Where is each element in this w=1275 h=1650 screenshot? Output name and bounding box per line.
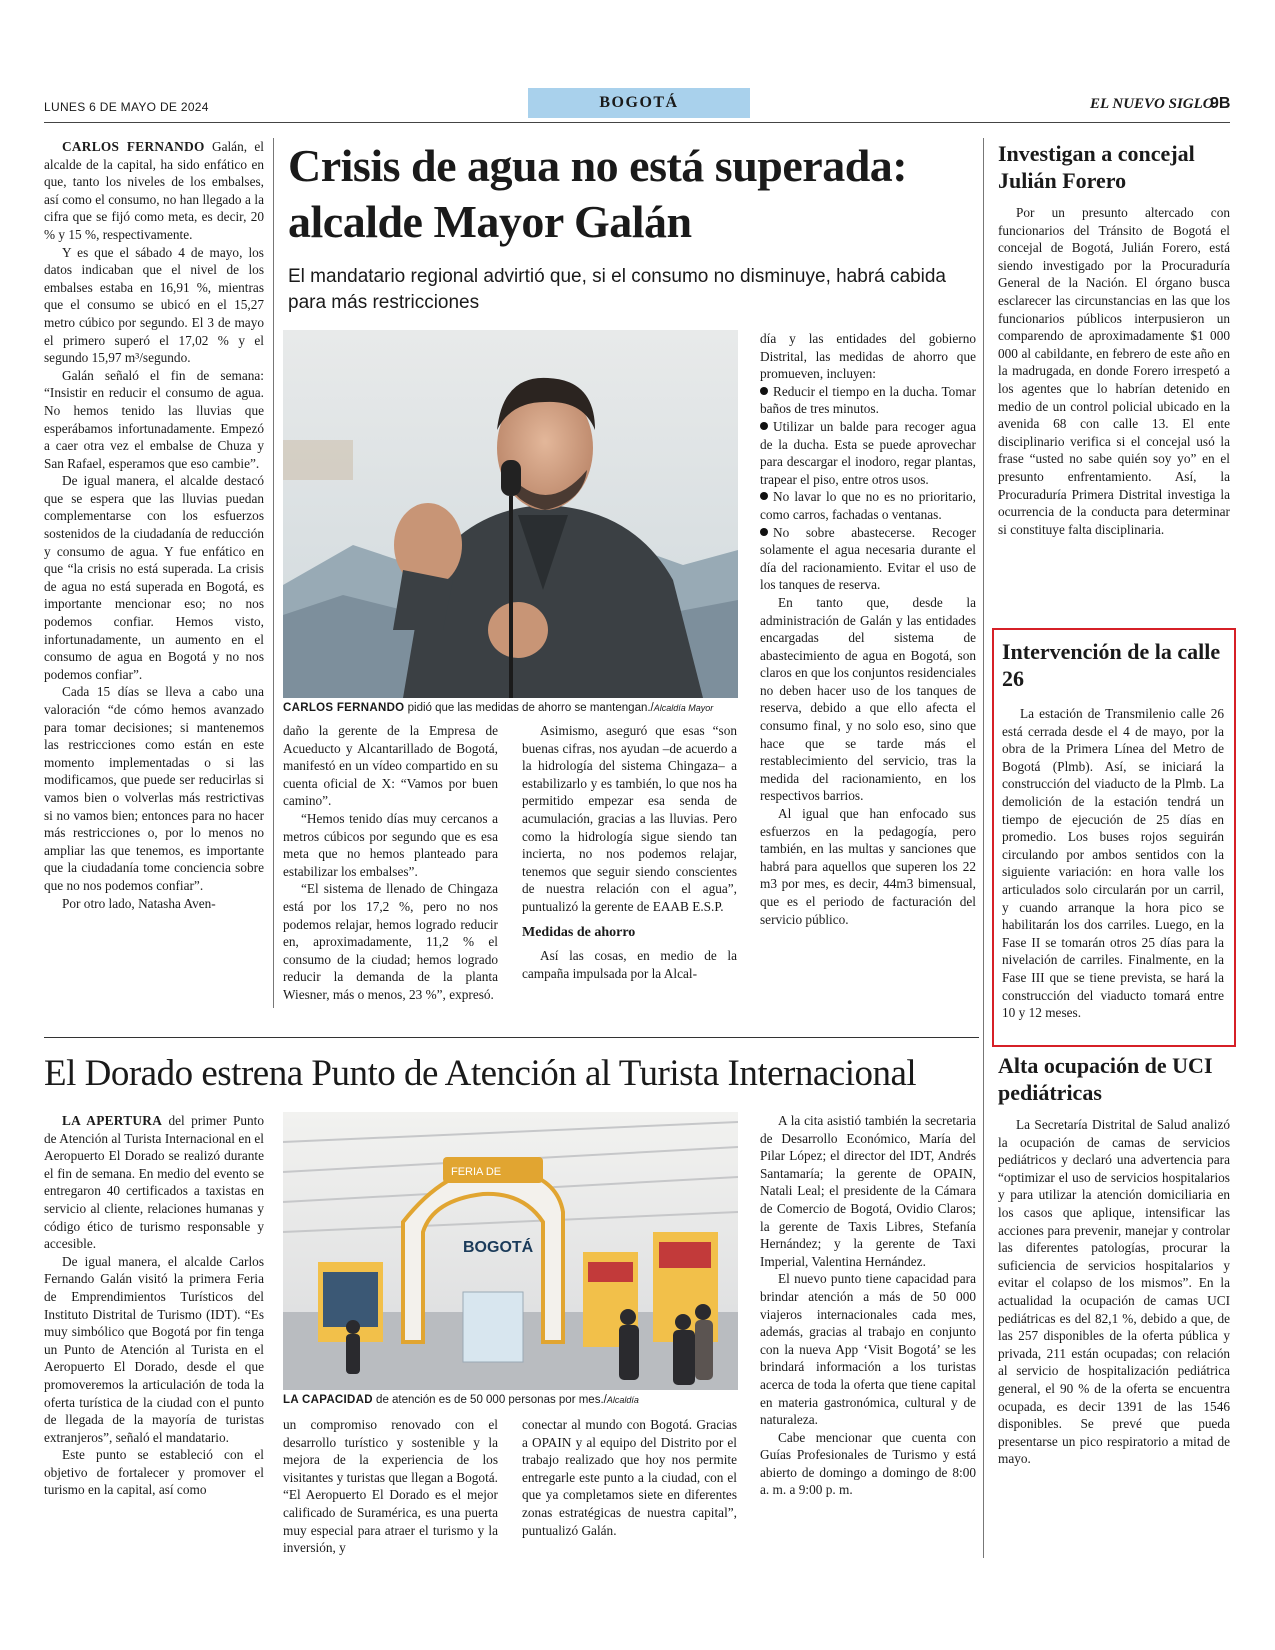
brief-3-title: Alta ocupación de UCI pediátricas [998,1053,1213,1105]
sidebar-divider [983,138,984,1558]
second-headline: El Dorado estrena Punto de Atención al Turista Internacional [44,1053,917,1094]
paragraph: Galán señaló el fin de semana: “Insistir en reducir el consumo de agua. No hemos tenido las lluvias que esperábamos infortunadamente. Empezó a caer otra vez el embalse de Chuza y San Rafael, esperamos que eso cambie”. [44,367,264,471]
paragraph: Por un presunto altercado con funcionarios del Tránsito de Bogotá el concejal de Bogotá, Julián Forero, está siendo investigado por la Procuraduría General de la Nación. El órgano busca esclarecer las circunstancias en las que los funcionarios públicos interpusieron un comparendo de aproximadamente $1 000 000 al cabildante, en febrero de este año en la madrugada, en donde Forero irrespetó a los agentes que lo habrían detenido en medio de un control policial ubicado en la avenida 68 con calle 13. El ente disciplinario verifica si el concejal usó la frase “usted no sabe quién soy yo” en el presunto enfrentamiento. Así, la Procuraduría Primera Distrital investiga la ocurrencia de la conducta para determinar si constituye falta disciplinaria. [998,205,1230,537]
paragraph: A la cita asistió también la secretaria de Desarrollo Económico, María del Pilar López; el director del IDT, Andrés Santamaría; la gerente de OPAIN, Natali Leal; el presidente de la Cámara de Comercio de Bogotá, Ovidio Claros; la gerente de Taxis Libres, Stefanía Hernández; y la gerente de Taxi Imperial, Valentina Hernández. [760,1113,976,1269]
savings-measures-list [760,383,976,594]
main-subheadline: El mandatario regional advirtió que, si el consumo no disminuye, habrá cabida para más restricciones [288,266,946,313]
newspaper-name: EL NUEVO SIGLO [1090,96,1214,112]
paragraph: De igual manera, el alcalde destacó que se espera que las lluvias puedan complementarse con los esfuerzos sostenidos de la ciudadanía de reducción y consumo de agua. Y fue enfático en que “la crisis no está superada. La crisis de agua no está superada en Bogotá, es importante mencionar eso; no nos podemos confiar. Hemos visto, infortunadamente, un aumento en el consumo de agua en Bogotá y no nos podemos confiar”. [44,473,264,682]
photo-sign-text: FERIA DE [451,1166,502,1178]
paragraph: Cabe mencionar que cuenta con Guías Profesionales de Turismo y está abierto de domingo a domingo de 8:00 a. m. a 9:00 p. m. [760,1429,976,1498]
list-item: No sobre abastecerse. Recoger solamente el agua necesaria durante el día del racionamiento. Evitar el uso de los tanques de reserva. [760,524,976,593]
paragraph: Al igual que han enfocado sus esfuerzos en la pedagogía, pero también, en las multas y sanciones que habrá para aquellos que superen los 22 m3 por mes, es decir, 44m3 bimensual, que es el periodo de facturación del servicio público. [760,806,976,927]
paragraph: La estación de Transmilenio calle 26 está cerrada desde el 4 de mayo, por la obra de la Primera Línea del Metro de Bogotá (Plmb). Así, se iniciará la construcción del viaducto de la Plmb. La demolición de la estación tendrá un tiempo de ejecución de 25 días en promedio. Los buses rojos seguirán circulando por ambos sentidos con la siguiente variación: en hora valle los articulados solo circularán por un carril, y cuando arranque la hora pico se habilitarán los dos carriles. Luego, en la Fase II se tomarán otros 25 días para la nivelación de carriles. Finalmente, en la Fase III que se tiene prevista, se hará la construcción del viaducto tomará entre 10 y 12 meses. [1002,706,1224,1021]
section-tag: BOGOTÁ [528,88,750,118]
paragraph: La Secretaría Distrital de Salud analizó la ocupación de camas de servicios pediátricos y declaró una advertencia para “optimizar el uso de servicios hospitalarios y para utilizar la atención domiciliaria en los casos que aplique, intensificar las acciones para prevenir, manejar y controlar las diferentes patologías, procurar la suficiencia de servicios hospitalarios y evitar el colapso de los mismos”. En la actualidad la ocupación de camas UCI pediátricas es del 82,1 %, debido a que, de las 257 disponibles de la oferta pública y privada, 211 están ocupadas; con relación al servicio de hospitalización pediátrica general, el 90 % de la oferta se encuentra ocupada, es decir 1391 de las 1546 disponibles. Se prevé que pueda presentarse un pico respiratorio a mitad de mayo. [998,1117,1230,1467]
paragraph: un compromiso renovado con el desarrollo turístico y sostenible y la mejora de la experiencia de los visitantes y turistas que llegan a Bogotá. “El Aeropuerto El Dorado es el mejor calificado de Suramérica, es una puerta muy especial para atraer el turismo y la inversión, y [283,1417,498,1556]
second-article-column-2 [283,1416,498,1557]
paragraph: Cada 15 días se lleva a cabo una valoración “de cómo hemos avanzado para tomar decisiones; si mantenemos las restricciones como están en este momento implementadas o si las modificamos, que puede ser reducirlas si vamos bien o volverlas más restrictivas si no vamos bien; entonces para no hacer más restricciones o, por lo menos no ampliar las que tenemos, es importante que la ciudadanía tome conciencia sobre que no nos podemos confiar”. [44,684,264,893]
photo-sign-text: BOGOTÁ [463,1239,534,1256]
paragraph: El nuevo punto tiene capacidad para brindar atención a más de 50 000 viajeros internacionales cada mes, además, gracias al trabajo en conjunto con la nueva App ‘Visit Bogotá’ se les brindará información a los turistas acerca de toda la oferta que tiene capital en materia gastronómica, cultural y de naturaleza. [760,1271,976,1428]
second-article-column-4 [760,1112,976,1499]
section-subhead: Medidas de ahorro [522,924,636,940]
photo-credit: Alcaldía Mayor [653,703,714,713]
paragraph: “Hemos tenido días muy cercanos a metros cúbicos por segundo que es esa meta que no hemos planteado para estabilizar los embalses”. [283,810,498,879]
paragraph: Asimismo, aseguró que esas “son buenas cifras, nos ayudan –de acuerdo a la hidrología del sistema Chingaza– a estabilizarlo y es también, lo que nos ha permitido empezar esa senda de acumulación, gracias a las lluvias. Pero como la hidrología sigue siendo tan incierta, no nos podemos relajar, tenemos que seguir siendo conscientes de nuestra relación con el agua”, puntualizó la gerente de EAAB E.S.P. [522,723,737,914]
paragraph: conectar al mundo con Bogotá. Gracias a OPAIN y al equipo del Distrito por el trabajo realizado que hoy nos permite entregarle este punto a la ciudad, con el que ya completamos siete en diferentes zonas estratégicas de nuestra capital”, puntualizó Galán. [522,1417,737,1538]
header-rule [44,122,1230,123]
paragraph: Galán, el alcalde de la capital, ha sido enfático en que, tanto los niveles de los embalses, así como el consumo, no han llegado a la cifra que se fijó como meta, es decir, 20 % y 15 %, respectivamente. [44,139,264,242]
second-article-column-3 [522,1416,737,1539]
paragraph: Este punto se estableció con el objetivo de fortalecer y promover el turismo en la capital, así como [44,1447,264,1498]
paragraph: En tanto que, desde la administración de Galán y las entidades encargadas del sistema de abastecimiento de agua en Bogotá, son claros en que los conjuntos residenciales no deben hacer uso de los tanques de reserva, debido a que ello afecta el consumo final, y no solo eso, sino que hace que se tarde más el restablecimiento del servicio, tras la medida del racionamiento, en los respectivos barrios. [760,594,977,804]
paragraph: del primer Punto de Atención al Turista Internacional en el Aeropuerto El Dorado se realizó durante el fin de semana. En medio del evento se entregaron 40 certificados a taxistas en servicio al cliente, relaciones humanas y código ético de turismo responsable y accesible. [44,1113,264,1252]
bullet-icon [760,387,768,395]
brief-2-body [1002,705,1224,1022]
page-number: 9B [1210,95,1231,112]
main-photo-caption [283,702,743,714]
main-article-column-1 [44,138,264,912]
article-divider [44,1037,979,1038]
main-article-column-4 [760,330,976,928]
caption-lead: LA CAPACIDAD [283,1394,373,1406]
bullet-icon [760,422,768,430]
paragraph: Por otro lado, Natasha Aven- [62,895,216,911]
list-item: Utilizar un balde para recoger agua de la ducha. Esta se puede aprovechar para descargar el inodoro, regar plantas, trapear el piso, entre otros usos. [760,418,976,487]
main-article-column-2 [283,722,498,1004]
page-date: LUNES 6 DE MAYO DE 2024 [44,100,209,114]
paragraph: Y es que el sábado 4 de mayo, los datos indicaban que el nivel de los embalses estaba en 16,91 %, mientras que el consumo se ubicó en el 15,27 metro cúbico por segundo. El 3 de mayo el primero superó el 17,02 % y el segundo 15,97 m³/segundo. [44,244,264,366]
main-headline: Crisis de agua no está superada: alcalde Mayor Galán [288,140,908,247]
brief-1-title: Investigan a concejal Julián Forero [998,141,1195,193]
paragraph: De igual manera, el alcalde Carlos Fernando Galán visitó la primera Feria de Emprendimientos Turísticos del Instituto Distrital de Turismo (IDT). “Es muy simbólico que Bogotá por fin tenga un Punto de Atención al Turista en el Aeropuerto El Dorado, desde el que promoveremos la articulación de toda la oferta turística de la ciudad con el punto de llegada de la mayoría de turistas extranjeros”, señaló el mandatario. [44,1253,264,1445]
brief-2-title: Intervención de la calle 26 [1002,639,1221,691]
main-article-column-3 [522,722,737,982]
paragraph: Así las cosas, en medio de la campaña impulsada por la Alcal- [522,948,737,981]
second-photo-caption [283,1394,743,1406]
photo-credit: Alcaldía [606,1395,639,1405]
second-photo [283,1112,738,1390]
paragraph: “El sistema de llenado de Chingaza está por los 17,2 %, pero no nos podemos relajar, hemos logrado reducir en, aproximadamente, 11,2 % el consumo de la ciudad; hemos logrado reducir la demanda de la planta Wiesner, más o menos, 23 %”, expresó. [283,881,498,1002]
caption-text: pidió que las medidas de ahorro se mantengan./ [404,702,654,714]
column-divider [273,138,274,1008]
brief-1-body [998,204,1230,538]
caption-lead: CARLOS FERNANDO [283,702,405,714]
brief-3-body [998,1116,1230,1468]
caption-text: de atención es de 50 000 personas por mes./ [372,1394,607,1406]
main-photo [283,330,738,698]
paragraph: daño la gerente de la Empresa de Acueducto y Alcantarillado de Bogotá, manifestó en un vídeo compartido en su cuenta oficial de X: “Vamos por buen camino”. [283,723,498,809]
paragraph: día y las entidades del gobierno Distrital, las medidas de ahorro que promueven, incluyen: [760,331,976,382]
bullet-icon [760,528,768,536]
bullet-icon [760,492,768,500]
list-item: No lavar lo que no es no prioritario, como carros, fachadas o ventanas. [760,489,976,522]
second-article-column-1 [44,1112,264,1499]
list-item: Reducir el tiempo en la ducha. Tomar baños de tres minutos. [760,383,976,417]
lead-in: CARLOS FERNANDO [62,139,205,154]
lead-in: LA APERTURA [62,1113,163,1128]
